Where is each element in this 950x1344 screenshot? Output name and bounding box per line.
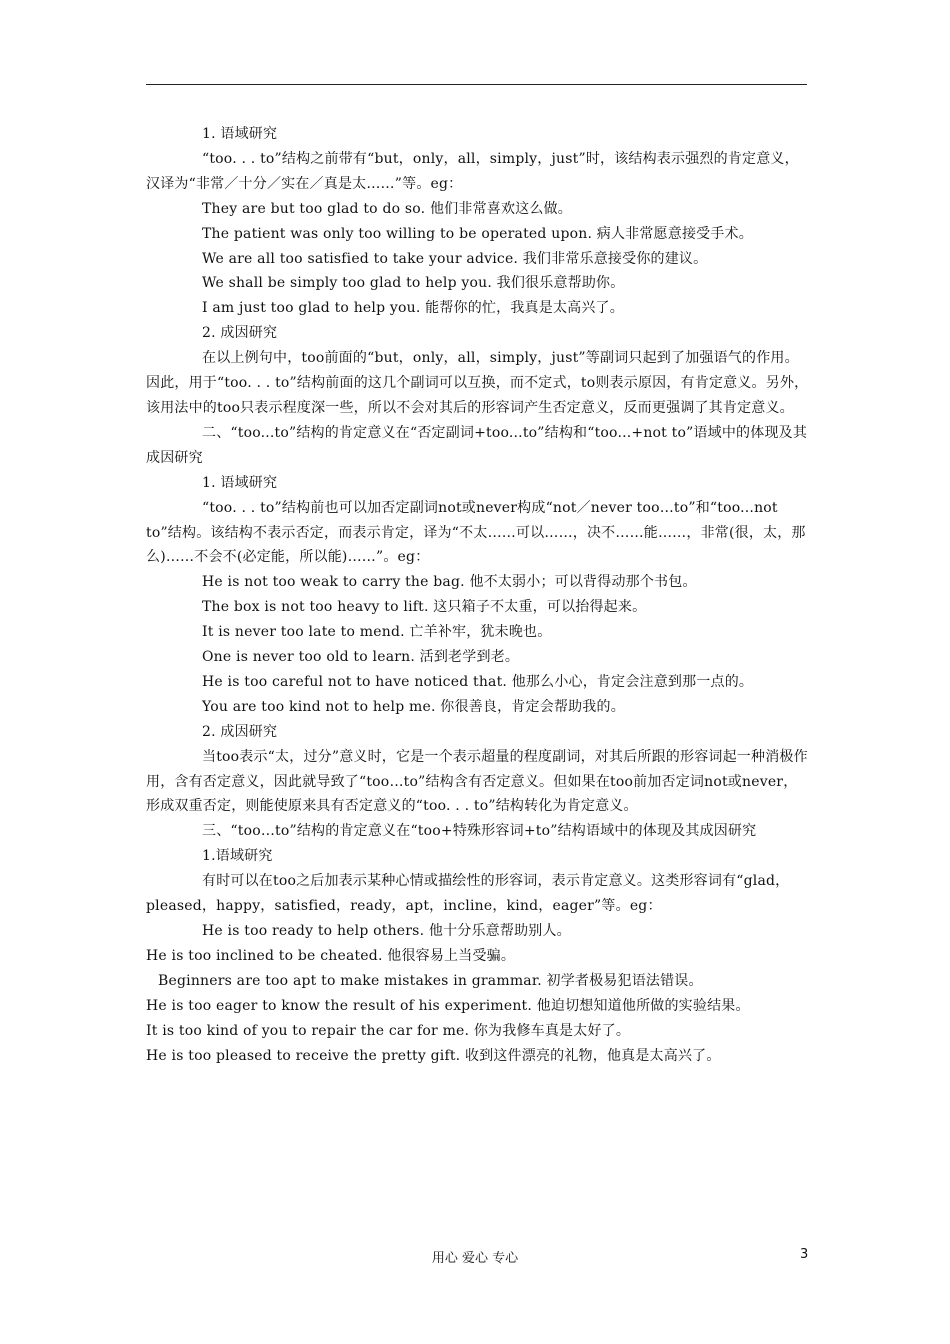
paragraph: One is never too old to learn. 活到老学到老。 — [202, 649, 520, 666]
paragraph: 1.语域研究 — [202, 848, 273, 865]
paragraph: 2. 成因研究 — [202, 325, 278, 342]
paragraph: 在以上例句中，too前面的“but，only，all，simply，just”等副词只起到了加强语气的作用。因此，用于“too. . . to”结构前面的这几个副词可以互换，而不定式，to则表示原因，有肯定意义。另外，该用法中的too只表示程度深一些，所以不会对其后的形容词产生否定意义，反而更强调了其肯定意义。 — [146, 350, 809, 416]
paragraph: 当too表示“太，过分”意义时，它是一个表示超量的程度副词，对其后所跟的形容词起一种消极作用，含有否定意义，因此就导致了“too…to”结构含有否定意义。但如果在too前加否定词not或never，形成双重否定，则能使原来具有否定意义的“too. . . to”结构转化为肯定意义。 — [146, 748, 808, 815]
paragraph: He is too inclined to be cheated. 他很容易上当受骗。 — [146, 947, 516, 964]
paragraph: The box is not too heavy to lift. 这只箱子不太重，可以抬得起来。 — [202, 599, 647, 616]
paragraph: “too. . . to”结构之前带有“but，only，all，simply，just”时，该结构表示强烈的肯定意义，汉译为“非常／十分／实在／真是太……”等。eg： — [146, 150, 799, 192]
paragraph: You are too kind not to help me. 你很善良，肯定会帮助我的。 — [202, 698, 625, 715]
paragraph: He is too careful not to have noticed that. 他那么小心，肯定会注意到那一点的。 — [202, 673, 754, 690]
paragraph: It is too kind of you to repair the car for me. 你为我修车真是太好了。 — [146, 1022, 631, 1039]
paragraph: He is too ready to help others. 他十分乐意帮助别人。 — [202, 923, 571, 939]
paragraph: Beginners are too apt to make mistakes in grammar. 初学者极易犯语法错误。 — [158, 972, 703, 989]
paragraph: 二、“too...to”结构的肯定意义在“否定副词+too...to”结构和“too...+not to”语域中的体现及其成因研究 — [146, 424, 808, 466]
paragraph: 三、“too…to”结构的肯定意义在“too+特殊形容词+to”结构语域中的体现及其成因研究 — [202, 823, 757, 840]
paragraph: 有时可以在too之后加表示某种心情或描绘性的形容词，表示肯定意义。这类形容词有“glad，pleased，happy，satisfied，ready，apt，incline，kind，eager”等。eg： — [146, 873, 790, 915]
paragraph: The patient was only too willing to be operated upon. 病人非常愿意接受手术。 — [202, 225, 753, 242]
paragraph: It is never too late to mend. 亡羊补牢，犹未晚也。 — [202, 624, 552, 641]
document-body — [146, 122, 811, 1068]
paragraph: I am just too glad to help you. 能帮你的忙，我真是太高兴了。 — [202, 300, 624, 317]
paragraph: We are all too satisfied to take your advice. 我们非常乐意接受你的建议。 — [202, 250, 708, 267]
paragraph: They are but too glad to do so. 他们非常喜欢这么做。 — [202, 200, 572, 217]
paragraph: 2. 成因研究 — [202, 723, 278, 740]
paragraph: He is not too weak to carry the bag. 他不太弱小；可以背得动那个书包。 — [202, 574, 697, 591]
paragraph: 1. 语域研究 — [202, 126, 278, 142]
paragraph: He is too pleased to receive the pretty gift. 收到这件漂亮的礼物，他真是太高兴了。 — [146, 1047, 721, 1064]
paragraph: “too. . . to”结构前也可以加否定副词not或never构成“not／never too…to”和“too...not to”结构。该结构不表示否定，而表示肯定，译为“不太……可以……，决不……能……，非常(很，太，那么)……不会不(必定能，所以能)……”。eg： — [146, 499, 806, 566]
paragraph: 1. 语域研究 — [202, 474, 278, 491]
page-number: 3 — [800, 1247, 809, 1262]
paragraph: He is too eager to know the result of his experiment. 他迫切想知道他所做的实验结果。 — [146, 997, 750, 1014]
paragraph: We shall be simply too glad to help you. 我们很乐意帮助你。 — [202, 275, 625, 292]
header-rule — [146, 84, 807, 85]
footer-motto: 用心 爱心 专心 — [431, 1251, 519, 1266]
